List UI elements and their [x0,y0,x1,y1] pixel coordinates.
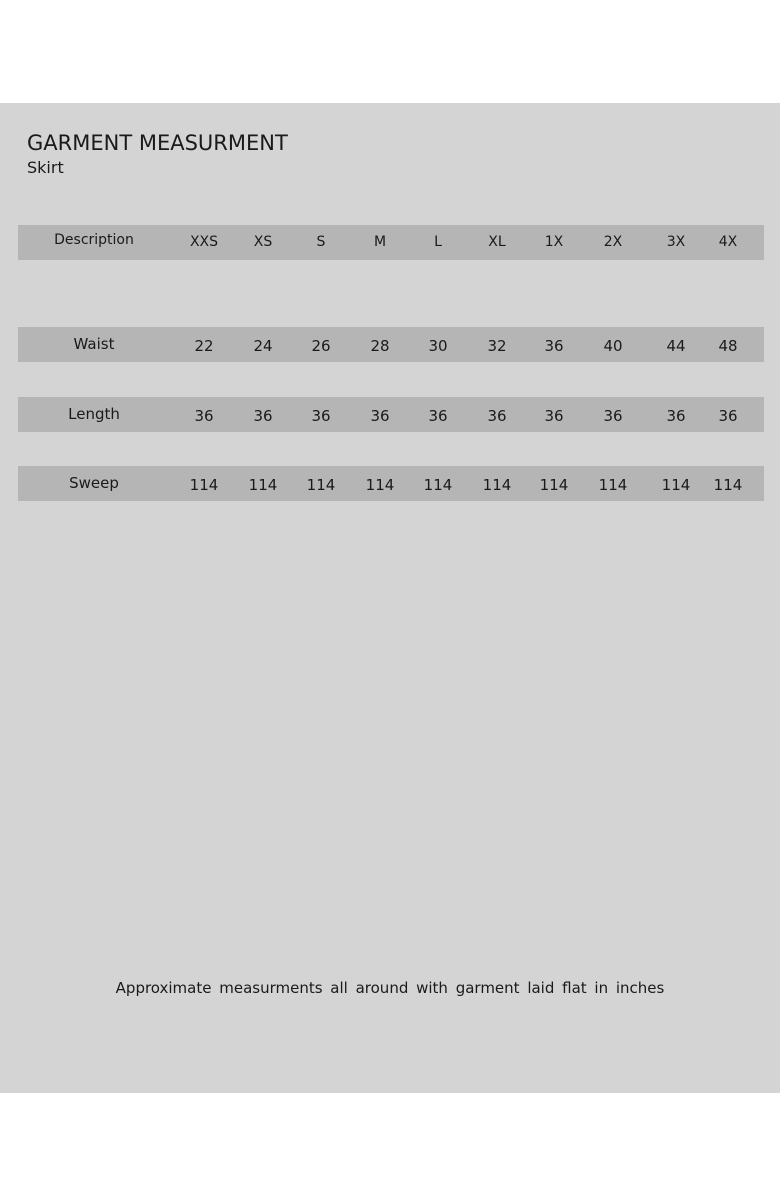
row-value: 36 [194,407,214,425]
header-size: XS [253,234,273,250]
footnote: Approximate measurments all around with garment laid flat in inches [115,979,665,997]
row-value: 36 [718,407,738,425]
row-value: 36 [253,407,273,425]
row-value: 114 [482,476,512,494]
row-value: 114 [248,476,278,494]
chart-subtitle: Skirt [27,158,64,177]
header-size: S [316,234,326,250]
row-value: 40 [603,337,623,355]
row-value: 114 [661,476,691,494]
row-value: 48 [718,337,738,355]
table-row [18,397,764,432]
header-size: XXS [189,234,219,250]
row-value: 36 [487,407,507,425]
row-value: 114 [423,476,453,494]
row-value: 30 [428,337,448,355]
table-row [18,327,764,362]
row-label: Sweep [69,474,119,492]
header-size: 3X [666,234,686,250]
row-value: 114 [365,476,395,494]
row-value: 36 [544,337,564,355]
row-value: 36 [603,407,623,425]
header-size: 4X [718,234,738,250]
row-value: 26 [311,337,331,355]
row-value: 36 [428,407,448,425]
header-size: M [373,234,387,250]
table-header-row [18,225,764,260]
header-size: L [434,234,442,250]
size-chart-panel [0,103,780,1093]
row-value: 32 [487,337,507,355]
row-label: Length [68,405,120,423]
header-size: XL [488,234,506,250]
table-row [18,466,764,501]
row-value: 114 [598,476,628,494]
row-value: 36 [311,407,331,425]
row-value: 114 [713,476,743,494]
row-value: 36 [544,407,564,425]
row-value: 114 [539,476,569,494]
chart-title: GARMENT MEASURMENT [27,131,288,155]
row-value: 28 [370,337,390,355]
header-size: 1X [544,234,564,250]
header-description: Description [54,232,134,248]
row-value: 114 [189,476,219,494]
header-size: 2X [603,234,623,250]
row-label: Waist [73,335,115,353]
row-value: 44 [666,337,686,355]
row-value: 36 [666,407,686,425]
row-value: 36 [370,407,390,425]
row-value: 22 [194,337,214,355]
row-value: 24 [253,337,273,355]
row-value: 114 [306,476,336,494]
